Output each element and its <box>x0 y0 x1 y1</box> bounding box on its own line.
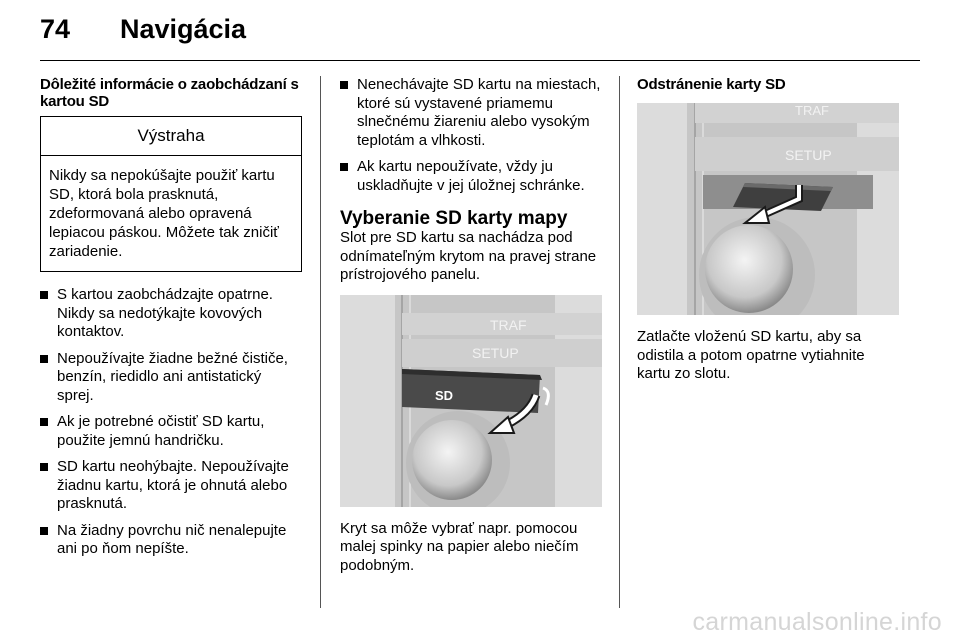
column-divider-right <box>619 76 620 608</box>
column-right <box>637 76 899 384</box>
header-rule <box>40 60 920 61</box>
slot-location-text: Slot pre SD kartu sa nachádza pod odnímateľným krytom na pravej strane prístrojového panelu. <box>340 229 597 283</box>
cover-removal-photo <box>340 295 602 507</box>
page-title: Navigácia <box>120 14 247 44</box>
sd-handling-subheading: Dôležité informácie o zaobchádzaní s kartou SD <box>40 76 299 110</box>
sd-cover-label: SD <box>435 387 454 403</box>
bullet-square-icon <box>40 291 48 299</box>
list-item: SD kartu neohýbajte. Nepoužívajte žiadnu kartu, ktorá je ohnutá alebo prasknutá. <box>40 458 302 514</box>
bullet-square-icon <box>40 527 48 535</box>
column-middle <box>340 76 602 575</box>
storage-bullet-list <box>340 76 602 195</box>
list-item: Ak je potrebné očistiť SD kartu, použite jemnú handričku. <box>40 413 302 450</box>
bullet-square-icon <box>40 418 48 426</box>
list-item: Ak kartu nepoužívate, vždy ju uskladňujte v jej úložnej schránke. <box>340 158 602 195</box>
sd-removal-caption: Zatlačte vloženú SD kartu, aby sa odistila a potom opatrne vytiahnite kartu zo slotu. <box>637 328 865 382</box>
list-item: S kartou zaobchádzajte opatrne. Nikdy sa nedotýkajte kovových kontaktov. <box>40 286 302 342</box>
page-header <box>0 0 960 60</box>
list-item: Nepoužívajte žiadne bežné čističe, benzín, riedidlo ani antistatický sprej. <box>40 350 302 406</box>
bullet-square-icon <box>40 355 48 363</box>
warning-title: Výstraha <box>41 117 301 156</box>
column-divider-left <box>320 76 321 608</box>
bullet-square-icon <box>40 463 48 471</box>
section-heading: Vyberanie SD karty mapy <box>340 208 568 229</box>
handling-bullet-list <box>40 286 302 559</box>
knob <box>412 420 492 500</box>
warning-box <box>40 116 302 272</box>
bullet-square-icon <box>340 81 348 89</box>
traf-label: TRAF <box>490 316 527 333</box>
watermark: carmanualsonline.info <box>692 608 942 636</box>
list-item: Nenechávajte SD kartu na miestach, ktoré sú vystavené priamemu slnečnému žiareniu alebo vysokým teplotám a vlhkosti. <box>340 76 602 150</box>
sd-removal-subheading: Odstránenie karty SD <box>637 76 786 93</box>
traf-label: TRAF <box>795 103 829 118</box>
setup-label: SETUP <box>785 147 832 163</box>
bullet-square-icon <box>340 163 348 171</box>
knob <box>705 225 793 313</box>
sd-removal-photo <box>637 103 899 315</box>
setup-label: SETUP <box>472 344 519 361</box>
warning-text: Nikdy sa nepokúšajte použiť kartu SD, ktorá bola prasknutá, zdeformovaná alebo opravená lepiacou páskou. Môžete tak zničiť zariadenie. <box>49 167 279 260</box>
column-left <box>40 76 302 567</box>
list-item: Na žiadny povrchu nič nenalepujte ani po ňom nepíšte. <box>40 522 302 559</box>
page-number: 74 <box>40 14 71 44</box>
cover-removal-caption: Kryt sa môže vybrať napr. pomocou malej spinky na papier alebo niečím podobným. <box>340 519 579 574</box>
